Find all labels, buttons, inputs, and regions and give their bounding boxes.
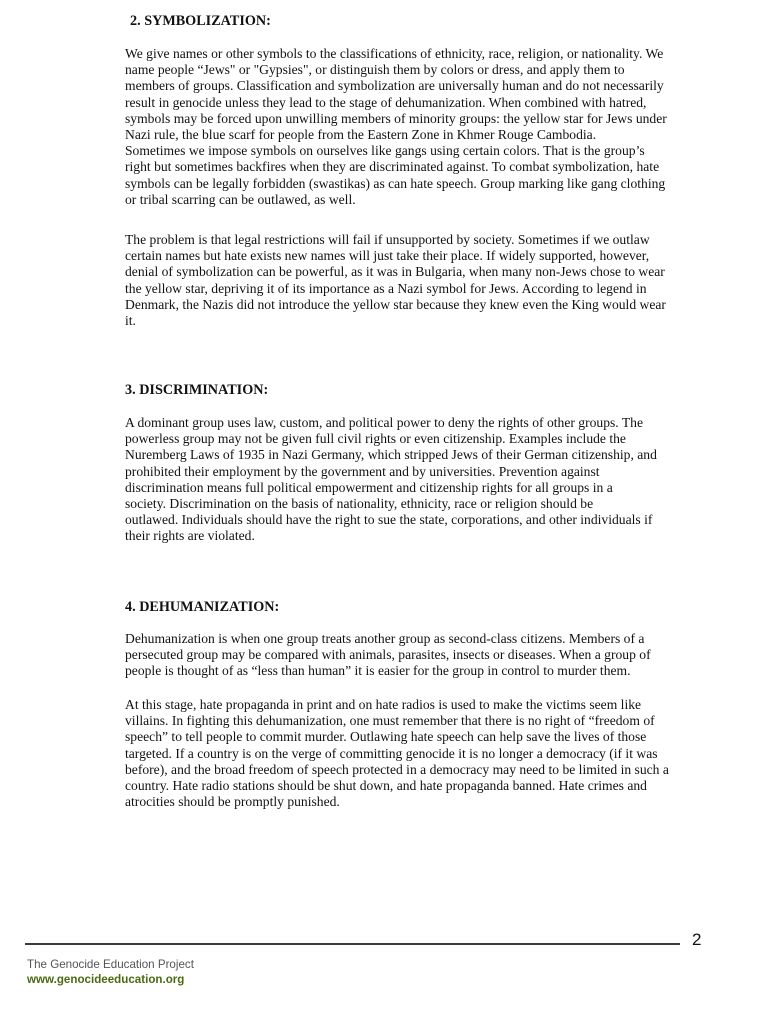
- section-heading-dehumanization: 4. DEHUMANIZATION:: [125, 599, 280, 615]
- text-line: or tribal scarring can be outlawed, as well.: [125, 191, 356, 207]
- discrimination-paragraph: [125, 415, 715, 545]
- text-line: denial of symbolization can be powerful, as it was in Bulgaria, when many non-Jews chose to wear: [125, 264, 665, 280]
- text-line: At this stage, hate propaganda in print and on hate radios is used to make the victims seem like: [125, 697, 642, 712]
- section-heading-discrimination: 3. DISCRIMINATION:: [125, 382, 269, 398]
- text-line: We give names or other symbols to the classifications of ethnicity, race, religion, or nationality. We: [125, 46, 664, 61]
- text-line: before), and the broad freedom of speech protected in a democracy may need to be limited in such a: [125, 761, 669, 777]
- text-line: symbols may be forced upon unwilling members of minority groups: the yellow star for Jews under: [125, 110, 667, 126]
- text-line: The problem is that legal restrictions will fail if unsupported by society. Sometimes if we outlaw: [125, 232, 650, 247]
- text-line: Denmark, the Nazis did not introduce the yellow star because they knew even the King would wear: [125, 296, 666, 312]
- text-line: Sometimes we impose symbols on ourselves like gangs using certain colors. That is the group’s: [125, 143, 645, 159]
- text-line: name people “Jews" or "Gypsies", or distinguish them by colors or dress, and apply them to: [125, 62, 625, 78]
- text-line: A dominant group uses law, custom, and political power to deny the rights of other groups. The: [125, 415, 643, 430]
- dehumanization-paragraph-2: [125, 697, 715, 810]
- text-line: atrocities should be promptly punished.: [125, 794, 340, 810]
- text-line: powerless group may not be given full civil rights or even citizenship. Examples include the: [125, 431, 626, 447]
- footer-website-link[interactable]: www.genocideeducation.org: [27, 973, 185, 986]
- page-number: 2: [692, 930, 702, 949]
- section-heading-symbolization: 2. SYMBOLIZATION:: [130, 13, 271, 29]
- text-line: symbols can be legally forbidden (swastikas) as can hate speech. Group marking like gang clothing: [125, 175, 666, 191]
- footer-divider: [25, 943, 680, 945]
- text-line: people is thought of as “less than human” it is easier for the group in control to murder them.: [125, 663, 631, 679]
- footer-organization: The Genocide Education Project: [27, 958, 194, 971]
- text-line: the yellow star, depriving it of its importance as a Nazi symbol for Jews. According to legend in: [125, 280, 647, 296]
- dehumanization-paragraph-1: [125, 631, 715, 680]
- text-line: discrimination means full political empowerment and citizenship rights for all groups in a: [125, 479, 613, 495]
- text-line: outlawed. Individuals should have the right to sue the state, corporations, and other individuals if: [125, 512, 653, 528]
- text-line: villains. In fighting this dehumanization, one must remember that there is no right of “freedom of: [125, 713, 655, 729]
- text-line: result in genocide unless they lead to the stage of dehumanization. When combined with hatred,: [125, 94, 647, 110]
- symbolization-paragraph-2: [125, 232, 715, 329]
- text-line: their rights are violated.: [125, 528, 255, 544]
- text-line: persecuted group may be compared with animals, parasites, insects or diseases. When a group of: [125, 647, 651, 663]
- text-line: Dehumanization is when one group treats another group as second-class citizens. Members of a: [125, 631, 645, 646]
- text-line: members of groups. Classification and symbolization are universally human and do not necessarily: [125, 78, 664, 94]
- symbolization-paragraph-1: [125, 46, 715, 208]
- text-line: right but sometimes backfires when they are discriminated against. To combat symbolization, hate: [125, 159, 660, 175]
- text-line: country. Hate radio stations should be shut down, and hate propaganda banned. Hate crimes and: [125, 778, 647, 794]
- text-line: prohibited their employment by the government and by universities. Prevention against: [125, 463, 600, 479]
- text-line: certain names but hate exists new names will just take their place. If widely supported, however,: [125, 248, 650, 264]
- text-line: Nazi rule, the blue scarf for people from the Eastern Zone in Khmer Rouge Cambodia.: [125, 127, 597, 143]
- text-line: society. Discrimination on the basis of nationality, ethnicity, race or religion should be: [125, 496, 594, 512]
- text-line: speech” to tell people to commit murder. Outlawing hate speech can help save the lives of those: [125, 729, 647, 745]
- text-line: Nuremberg Laws of 1935 in Nazi Germany, which stripped Jews of their German citizenship, and: [125, 447, 657, 463]
- text-line: it.: [125, 313, 136, 329]
- text-line: targeted. If a country is on the verge of committing genocide it is no longer a democracy (if it was: [125, 745, 658, 761]
